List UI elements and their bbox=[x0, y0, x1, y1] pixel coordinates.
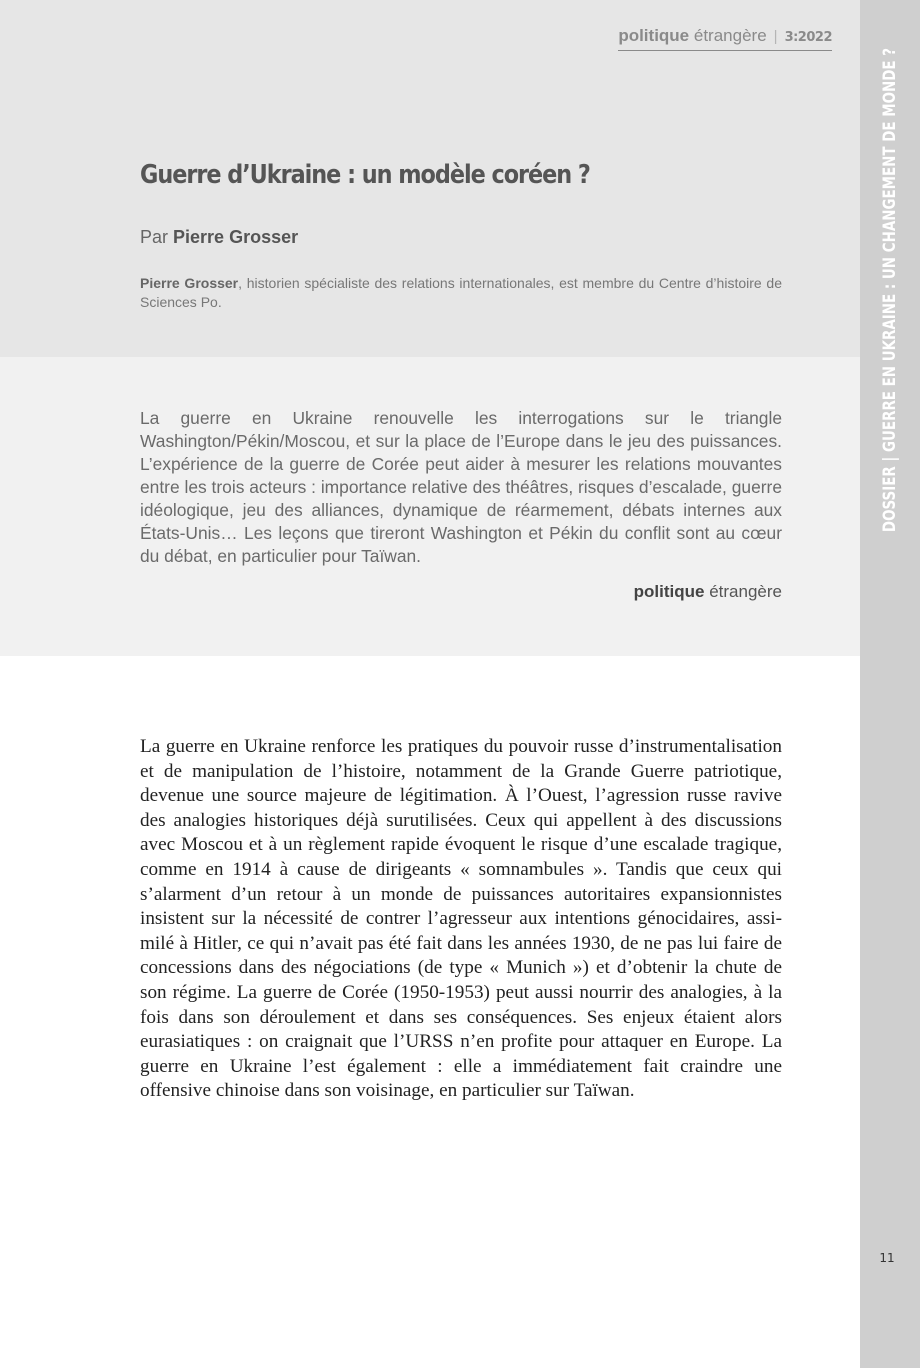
author-bio bbox=[140, 274, 782, 312]
page-number: 11 bbox=[879, 1251, 895, 1265]
running-head-text: DOSSIER | GUERRE EN UKRAINE : UN CHANGEMENT DE MONDE ? bbox=[880, 47, 900, 533]
abstract-text: La guerre en Ukraine renouvelle les interrogations sur le triangle Washington/Pékin/Moscou, et sur la place de l’Europe dans le jeu des puissances. L’expérience de la guerre de Corée peut aider à mesurer les relations mouvantes entre les trois acteurs : importance relative des théâtres, risques d’escalade, guerre idéologique, jeu des alliances, dynamique de réarmement, débats internes aux États-Unis… Les leçons que tireront Washington et Pékin du conflit sont au cœur du débat, en particulier pour Taïwan. bbox=[140, 408, 782, 566]
byline bbox=[140, 227, 298, 248]
article-title: Guerre d’Ukraine : un modèle coréen ? bbox=[140, 160, 590, 190]
header-separator: | bbox=[773, 28, 778, 45]
author-name: Pierre Grosser bbox=[173, 227, 299, 247]
body-paragraph: La guerre en Ukraine renforce les pratiques du pouvoir russe d’instrumentalisation et de manipulation de l’histoire, notamment de la Grande Guerre patriotique, devenue une source majeure de légitimation. À l’Ouest, l’agression russe ravive des analogies historiques déjà surutilisées. Ceux qui appellent à des discussions avec Moscou et à un règlement rapide évoquent le risque d’une escalade tragique, comme en 1914 à cause de dirigeants « somnambules ». Tandis que ceux qui s’alarment d’un retour à un monde de puissances autoritaires expansionnistes insistent sur la nécessité de contrer l’agresseur aux intentions génocidaires, assimilé à Hitler, ce qui n’avait pas été fait dans les années 1930, de ne pas lui faire de concessions dans des négociations (de type « Munich ») et d’obtenir la chute de son régime. La guerre de Corée (1950-1953) peut aussi nourrir des analogies, à la fois dans son déroulement et dans ses conséquences. Ses enjeux étaient alors eurasiatiques : on craignait que l’URSS n’en profite pour attaquer en Europe. La guerre en Ukraine l’est également : elle a immédiatement fait craindre une offensive chinoise dans son voisinage, en particulier sur Taïwan. bbox=[140, 736, 782, 1102]
journal-header bbox=[618, 26, 832, 51]
running-head bbox=[880, 0, 900, 596]
byline-prefix: Par bbox=[140, 227, 169, 247]
abstract-signature bbox=[634, 582, 782, 602]
bio-text: , historien spécialiste des relations internationales, est membre du Centre d’histoire de Sciences Po. bbox=[140, 275, 782, 310]
journal-issue: 3:2022 bbox=[784, 30, 832, 45]
signature-rest: étrangère bbox=[709, 582, 782, 601]
journal-name-bold: politique bbox=[618, 26, 690, 45]
signature-bold: politique bbox=[633, 582, 705, 601]
journal-name-rest: étrangère bbox=[693, 26, 767, 45]
bio-name: Pierre Grosser bbox=[140, 275, 239, 291]
